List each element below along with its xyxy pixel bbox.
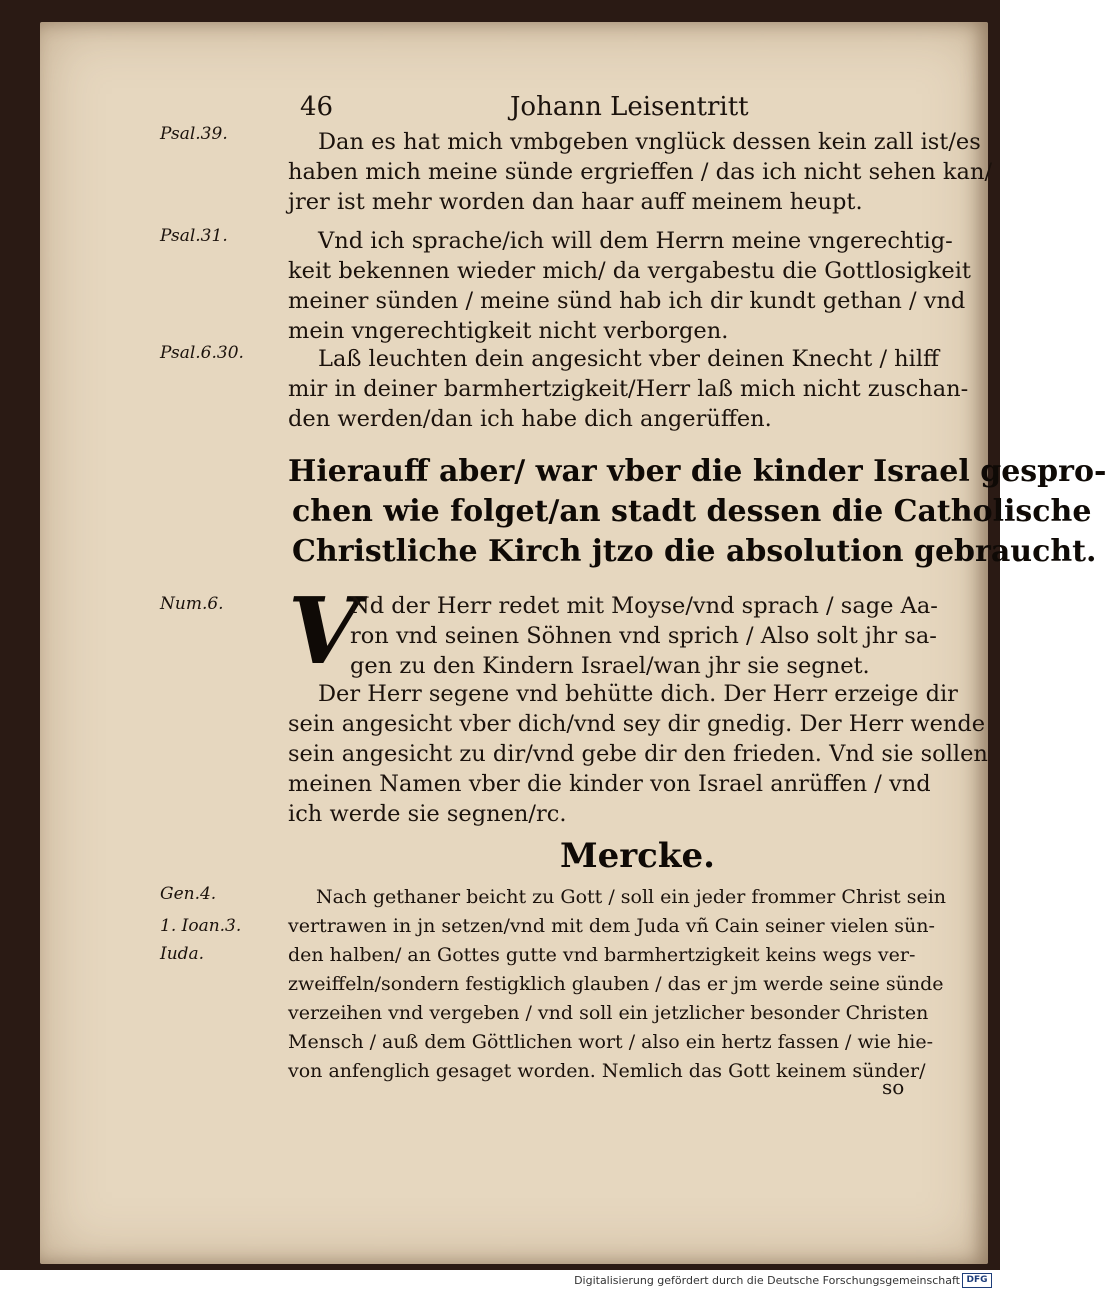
heading-line: chen wie folget/an stadt dessen die Catholische xyxy=(292,494,1092,529)
text-line: Vnd ich sprache/ich will dem Herrn meine vngerechtig- xyxy=(318,228,953,254)
text-line: Laß leuchten dein angesicht vber deinen Knecht / hilff xyxy=(318,346,940,372)
text-line: gen zu den Kindern Israel/wan jhr sie segnet. xyxy=(350,653,870,679)
margin-note-num-6: Num.6. xyxy=(160,594,224,614)
text-line: haben mich meine sünde ergrieffen / das ich nicht sehen kan/ xyxy=(288,159,993,185)
text-line: mir in deiner barmhertzigkeit/Herr laß mich nicht zuschan- xyxy=(288,376,969,402)
margin-note-psal-31: Psal.31. xyxy=(160,226,228,246)
text-line: Der Herr segene vnd behütte dich. Der Herr erzeige dir xyxy=(318,681,958,707)
text-line: Mensch / auß dem Göttlichen wort / also ein hertz fassen / wie hie- xyxy=(288,1031,934,1053)
footer xyxy=(0,1270,1000,1291)
text-line: mein vngerechtigkeit nicht verborgen. xyxy=(288,318,729,344)
heading-line: Hierauff aber/ war vber die kinder Israel gespro- xyxy=(288,454,1106,489)
paragraph-5 xyxy=(288,679,988,829)
text-line: keit bekennen wieder mich/ da vergabestu die Gottlosigkeit xyxy=(288,258,971,284)
section-heading xyxy=(288,452,1106,572)
margin-note-psal-39: Psal.39. xyxy=(160,124,228,144)
text-line: ron vnd seinen Söhnen vnd sprich / Also solt jhr sa- xyxy=(350,623,937,649)
text-line: den werden/dan ich habe dich angerüffen. xyxy=(288,406,772,432)
section-title: Mercke. xyxy=(560,836,715,876)
text-line: Dan es hat mich vmbgeben vnglück dessen kein zall ist/es xyxy=(318,129,981,155)
page-header xyxy=(300,92,920,122)
running-title: Johann Leisentritt xyxy=(510,92,749,122)
paragraph-2 xyxy=(288,226,971,346)
page-number: 46 xyxy=(300,92,334,122)
heading-line: Christliche Kirch jtzo die absolution gebraucht. xyxy=(292,534,1097,569)
paragraph-3 xyxy=(288,344,969,434)
paragraph-1 xyxy=(288,127,993,217)
margin-note-iuda: Iuda. xyxy=(160,944,205,964)
text-line: Nach gethaner beicht zu Gott / soll ein jeder frommer Christ sein xyxy=(316,886,947,908)
drop-cap: V xyxy=(288,577,360,685)
text-line: vertrawen in jn setzen/vnd mit dem Juda vñ Cain seiner vielen sün- xyxy=(288,915,935,937)
text-line: meinen Namen vber die kinder von Israel anrüffen / vnd xyxy=(288,771,931,797)
text-line: zweiffeln/sondern festigklich glauben / das er jm werde seine sünde xyxy=(288,973,944,995)
text-line: sein angesicht zu dir/vnd gebe dir den frieden. Vnd sie sollen xyxy=(288,741,988,767)
margin-note-gen-4: Gen.4. xyxy=(160,884,217,904)
dfg-logo-icon: DFG xyxy=(962,1273,992,1288)
text-line: den halben/ an Gottes gutte vnd barmhertzigkeit keins wegs ver- xyxy=(288,944,916,966)
text-line: verzeihen vnd vergeben / vnd soll ein jetzlicher besonder Christen xyxy=(288,1002,929,1024)
funding-credit: Digitalisierung gefördert durch die Deutsche Forschungsgemeinschaft xyxy=(574,1274,960,1287)
margin-note-1-ioan-3: 1. Ioan.3. xyxy=(160,916,242,936)
paragraph-4 xyxy=(350,591,938,681)
text-line: Nd der Herr redet mit Moyse/vnd sprach / sage Aa- xyxy=(350,593,938,619)
text-line: jrer ist mehr worden dan haar auff meinem heupt. xyxy=(288,189,863,215)
text-line: von anfenglich gesaget worden. Nemlich das Gott keinem sünder/ xyxy=(288,1060,926,1082)
text-line: meiner sünden / meine sünd hab ich dir kundt gethan / vnd xyxy=(288,288,966,314)
paragraph-6 xyxy=(288,883,947,1086)
text-line: ich werde sie segnen/rc. xyxy=(288,801,567,827)
text-line: sein angesicht vber dich/vnd sey dir gnedig. Der Herr wende xyxy=(288,711,986,737)
catchword: so xyxy=(882,1075,905,1099)
margin-note-psal-6-30: Psal.6.30. xyxy=(160,343,244,363)
